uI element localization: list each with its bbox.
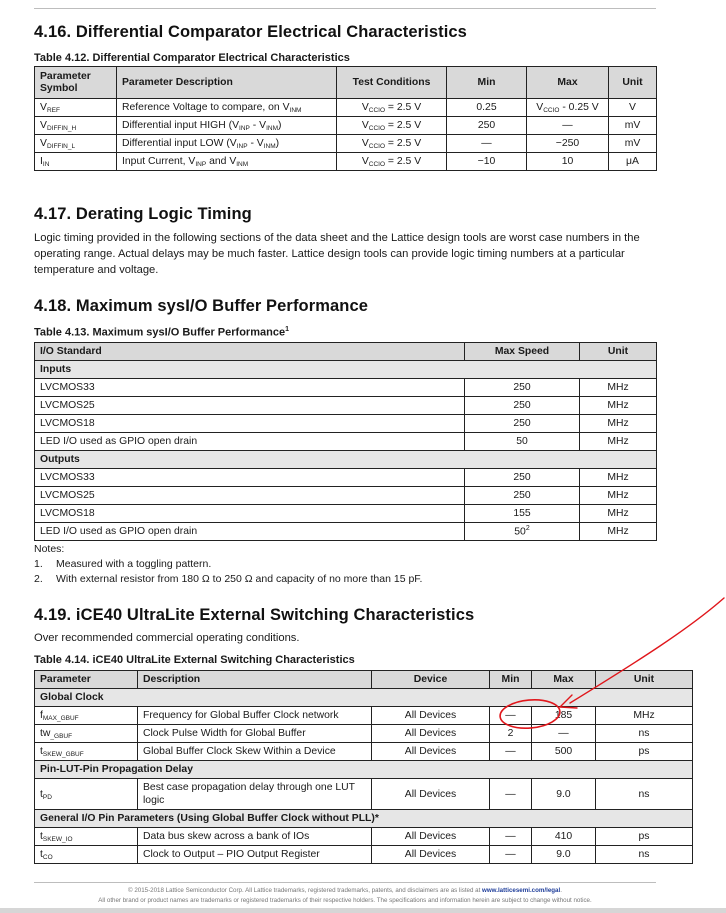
table-row (35, 153, 657, 171)
parameter-cell (35, 707, 138, 725)
device-cell: All Devices (372, 707, 490, 725)
parameter-subscript: PD (42, 793, 52, 801)
col-description: Parameter Description (117, 67, 337, 99)
footer-line-2: All other brand or product names are trademarks or registered trademarks of their respective holders. The specifications and information herein are subject to change without notice. (98, 897, 592, 904)
col-parameter: Parameter (35, 671, 138, 689)
derating-paragraph: Logic timing provided in the following sections of the data sheet and the Lattice design tools are worst case numbers in the operating range. Actual delays may be much faster. Lattice design tools can provide logic timing numbers at a particular temperature and voltage. (34, 232, 640, 276)
col-min: Min (447, 67, 527, 99)
max-cell: — (532, 725, 596, 743)
conditions-text-tail: = 2.5 V (385, 156, 422, 167)
col-unit: Unit (596, 671, 693, 689)
table-4-13-wrap (34, 342, 658, 541)
note-text: Measured with a toggling pattern. (56, 558, 212, 570)
description-text-tail: - V (247, 138, 264, 149)
min-cell: — (490, 743, 532, 761)
col-max: Max (527, 67, 609, 99)
table-row (35, 707, 693, 725)
table-4-12-wrap (34, 66, 658, 171)
table-4-12-caption-wrap (34, 52, 658, 64)
unit-cell: V (609, 99, 657, 117)
description-subscript: INP (236, 143, 248, 150)
conditions-subscript: CCIO (368, 107, 386, 114)
min-cell: — (490, 779, 532, 810)
section-4-18 (34, 297, 658, 316)
max-text-tail: - 0.25 V (559, 102, 599, 113)
legal-link[interactable]: www.latticesemi.com/legal (482, 887, 561, 894)
description-subscript: INP (195, 161, 207, 168)
conditions-cell (337, 153, 447, 171)
io-standard-cell: LED I/O used as GPIO open drain (35, 523, 465, 541)
max-cell: 185 (532, 707, 596, 725)
conditions-text: V (361, 102, 369, 113)
parameter-text: t (40, 849, 43, 860)
max-speed-text: 250 (513, 382, 531, 393)
description-subscript: INP (239, 125, 250, 132)
conditions-cell (337, 99, 447, 117)
max-text: V (536, 102, 544, 113)
heading-4-18: 4.18. Maximum sysI/O Buffer Performance (34, 297, 369, 315)
conditions-text: V (361, 156, 369, 167)
description-text-end: ) (275, 138, 280, 149)
table-header-row (35, 67, 657, 99)
group-inputs (35, 361, 657, 379)
col-description: Description (138, 671, 372, 689)
device-cell: All Devices (372, 828, 490, 846)
col-conditions: Test Conditions (337, 67, 447, 99)
group-row (35, 810, 693, 828)
symbol-cell (35, 135, 117, 153)
unit-cell: ps (596, 743, 693, 761)
unit-cell: ns (596, 725, 693, 743)
col-max: Max (532, 671, 596, 689)
symbol-cell (35, 117, 117, 135)
parameter-text: tw (40, 728, 51, 739)
description-cell: Frequency for Global Buffer Clock network (138, 707, 372, 725)
conditions-cell (337, 135, 447, 153)
max-speed-cell (465, 487, 580, 505)
table-row (35, 846, 693, 864)
description-cell (117, 117, 337, 135)
conditions-text-tail: = 2.5 V (385, 102, 422, 113)
description-text-tail: - V (249, 120, 267, 131)
conditions-text-tail: = 2.5 V (385, 120, 422, 131)
max-cell: 9.0 (532, 846, 596, 864)
io-standard-cell: LVCMOS18 (35, 505, 465, 523)
col-unit: Unit (580, 343, 657, 361)
unit-cell: MHz (580, 469, 657, 487)
max-text: 10 (561, 156, 574, 167)
description-cell (117, 99, 337, 117)
symbol-subscript: DIFFIN_L (46, 143, 76, 150)
col-device: Device (372, 671, 490, 689)
parameter-text: t (40, 831, 43, 842)
conditions-text: V (361, 138, 369, 149)
group-row-label: Pin-LUT-Pin Propagation Delay (35, 761, 693, 779)
unit-cell: MHz (580, 523, 657, 541)
parameter-subscript: MAX_GBUF (42, 715, 79, 722)
max-cell: 9.0 (532, 779, 596, 810)
section-4-17 (34, 205, 658, 278)
parameter-subscript: CO (42, 854, 53, 861)
table-row (35, 117, 657, 135)
table-4-14 (34, 670, 693, 864)
max-speed-cell (465, 397, 580, 415)
parameter-cell (35, 828, 138, 846)
unit-cell: MHz (580, 487, 657, 505)
unit-cell: MHz (580, 379, 657, 397)
group-row (35, 761, 693, 779)
max-text: — (562, 120, 573, 131)
col-max-speed: Max Speed (465, 343, 580, 361)
parameter-text: t (40, 746, 43, 757)
footer-copyright: © 2015-2018 Lattice Semiconductor Corp. All Lattice trademarks, registered trademarks, patents, and disclaimers are as listed at (128, 887, 483, 894)
heading-4-16: 4.16. Differential Comparator Electrical Characteristics (34, 23, 467, 41)
max-text: −250 (555, 138, 580, 149)
min-cell: 250 (447, 117, 527, 135)
table-row (35, 397, 657, 415)
conditions-subscript: CCIO (368, 161, 386, 168)
notes-label: Notes: (34, 543, 65, 555)
io-standard-cell: LVCMOS25 (35, 487, 465, 505)
max-cell: 500 (532, 743, 596, 761)
viewer-bottom-bar (0, 908, 726, 913)
group-outputs-label: Outputs (35, 451, 657, 469)
conditions-cell (337, 117, 447, 135)
symbol-subscript: REF (46, 107, 60, 114)
note-number: 1. (34, 558, 43, 570)
group-row-label: General I/O Pin Parameters (Using Global Buffer Clock without PLL)* (35, 810, 693, 828)
table-row (35, 487, 657, 505)
conditions-text: V (361, 120, 369, 131)
parameter-cell (35, 725, 138, 743)
col-min: Min (490, 671, 532, 689)
notes (34, 542, 422, 587)
description-text: Differential input HIGH (V (122, 120, 240, 131)
unit-cell: ns (596, 779, 693, 810)
max-speed-text: 250 (513, 418, 531, 429)
note-text: With external resistor from 180 Ω to 250 Ω and capacity of no more than 15 pF. (56, 573, 423, 585)
note-item (34, 557, 422, 572)
table-4-14-caption-wrap (34, 654, 658, 666)
device-cell: All Devices (372, 725, 490, 743)
group-inputs-label: Inputs (35, 361, 657, 379)
table-row (35, 415, 657, 433)
max-cell: 410 (532, 828, 596, 846)
device-cell: All Devices (372, 846, 490, 864)
parameter-cell (35, 779, 138, 810)
max-speed-cell (465, 433, 580, 451)
table-header-row (35, 671, 693, 689)
table-4-13-caption (34, 326, 658, 339)
table-row (35, 379, 657, 397)
unit-cell: MHz (580, 433, 657, 451)
description-cell (117, 153, 337, 171)
device-cell: All Devices (372, 743, 490, 761)
max-speed-cell (465, 523, 580, 541)
max-speed-text: 250 (513, 490, 531, 501)
io-standard-cell: LVCMOS33 (35, 469, 465, 487)
table-row (35, 523, 657, 541)
table-row (35, 828, 693, 846)
max-speed-text: 155 (513, 508, 531, 519)
max-speed-text: 50 (514, 526, 526, 538)
table-4-12-caption: Table 4.12. Differential Comparator Electrical Characteristics (34, 52, 350, 64)
table-row (35, 433, 657, 451)
description-text-tail: and V (206, 156, 237, 167)
symbol-subscript: DIFFIN_H (46, 125, 77, 132)
description-subscript: INM (289, 107, 302, 114)
min-cell: — (490, 707, 532, 725)
max-speed-text: 250 (513, 472, 531, 483)
note-number: 2. (34, 573, 43, 585)
unit-cell: MHz (596, 707, 693, 725)
unit-cell: MHz (580, 415, 657, 433)
table-row (35, 469, 657, 487)
description-cell: Global Buffer Clock Skew Within a Device (138, 743, 372, 761)
top-rule (34, 8, 656, 9)
symbol-subscript: IN (42, 161, 50, 168)
parameter-cell (35, 743, 138, 761)
min-cell: — (490, 846, 532, 864)
conditions-text-tail: = 2.5 V (385, 138, 422, 149)
unit-cell: ps (596, 828, 693, 846)
max-speed-cell (465, 415, 580, 433)
symbol-cell (35, 99, 117, 117)
group-outputs (35, 451, 657, 469)
section-4-16 (34, 23, 658, 42)
description-text: Input Current, V (122, 156, 196, 167)
max-speed-cell (465, 505, 580, 523)
max-cell (527, 135, 609, 153)
footer-period: . (560, 887, 562, 894)
description-cell: Data bus skew across a bank of IOs (138, 828, 372, 846)
description-cell (117, 135, 337, 153)
note-item (34, 572, 422, 587)
table-row (35, 743, 693, 761)
table-row (35, 505, 657, 523)
col-symbol: Parameter Symbol (35, 67, 117, 99)
table-row (35, 779, 693, 810)
heading-4-19: 4.19. iCE40 UltraLite External Switching Characteristics (34, 606, 475, 624)
table-4-13-caption-text: Table 4.13. Maximum sysI/O Buffer Performance (34, 326, 286, 339)
table-row (35, 725, 693, 743)
parameter-subscript: SKEW_IO (42, 836, 73, 843)
max-speed-text: 250 (513, 400, 531, 411)
parameter-text: t (40, 788, 43, 800)
description-subscript-2: INM (266, 125, 278, 132)
operating-conditions: Over recommended commercial operating conditions. (34, 632, 300, 644)
speed-footnote-ref: 2 (525, 525, 530, 533)
heading-4-17: 4.17. Derating Logic Timing (34, 205, 252, 223)
min-cell: — (490, 828, 532, 846)
col-io-standard: I/O Standard (35, 343, 465, 361)
min-cell: −10 (447, 153, 527, 171)
parameter-subscript: _GBUF (50, 733, 73, 740)
table-4-12 (34, 66, 657, 171)
max-speed-cell (465, 469, 580, 487)
device-cell: All Devices (372, 779, 490, 810)
description-cell: Best case propagation delay through one LUT logic (138, 779, 372, 810)
table-4-13-caption-wrap (34, 326, 658, 339)
section-4-19 (34, 606, 658, 646)
description-text-end: ) (277, 120, 282, 131)
table-header-row (35, 343, 657, 361)
symbol-text: V (40, 120, 47, 131)
symbol-cell (35, 153, 117, 171)
io-standard-cell: LVCMOS18 (35, 415, 465, 433)
group-row-label: Global Clock (35, 689, 693, 707)
symbol-text: I (40, 156, 43, 167)
unit-cell: MHz (580, 505, 657, 523)
max-cell (527, 153, 609, 171)
col-unit: Unit (609, 67, 657, 99)
description-text: Reference Voltage to compare, on V (122, 102, 290, 113)
description-text: Differential input LOW (V (122, 138, 237, 149)
table-4-14-wrap (34, 670, 658, 864)
group-row (35, 689, 693, 707)
unit-cell: mV (609, 135, 657, 153)
max-cell (527, 99, 609, 117)
min-cell: — (447, 135, 527, 153)
parameter-subscript: SKEW_GBUF (42, 751, 84, 758)
symbol-text: V (40, 138, 47, 149)
caption-footnote-ref: 1 (285, 326, 289, 333)
conditions-subscript: CCIO (368, 125, 386, 132)
table-row (35, 135, 657, 153)
unit-cell: mV (609, 117, 657, 135)
table-row (35, 99, 657, 117)
max-speed-cell (465, 379, 580, 397)
unit-cell: ns (596, 846, 693, 864)
conditions-subscript: CCIO (368, 143, 386, 150)
max-cell (527, 117, 609, 135)
min-cell: 0.25 (447, 99, 527, 117)
io-standard-cell: LVCMOS33 (35, 379, 465, 397)
parameter-cell (35, 846, 138, 864)
footer-line-1 (34, 886, 656, 896)
table-4-14-caption: Table 4.14. iCE40 UltraLite External Switching Characteristics (34, 654, 355, 666)
max-speed-text: 50 (516, 436, 528, 447)
parameter-text: f (40, 710, 43, 721)
description-subscript-2: INM (263, 143, 276, 150)
description-cell: Clock Pulse Width for Global Buffer (138, 725, 372, 743)
unit-cell: MHz (580, 397, 657, 415)
description-cell: Clock to Output – PIO Output Register (138, 846, 372, 864)
io-standard-cell: LVCMOS25 (35, 397, 465, 415)
unit-cell: μA (609, 153, 657, 171)
symbol-text: V (40, 102, 47, 113)
io-standard-cell: LED I/O used as GPIO open drain (35, 433, 465, 451)
page-footer (34, 882, 656, 906)
description-subscript-2: INM (236, 161, 249, 168)
max-subscript: CCIO (543, 107, 560, 114)
min-cell: 2 (490, 725, 532, 743)
table-4-13 (34, 342, 657, 541)
